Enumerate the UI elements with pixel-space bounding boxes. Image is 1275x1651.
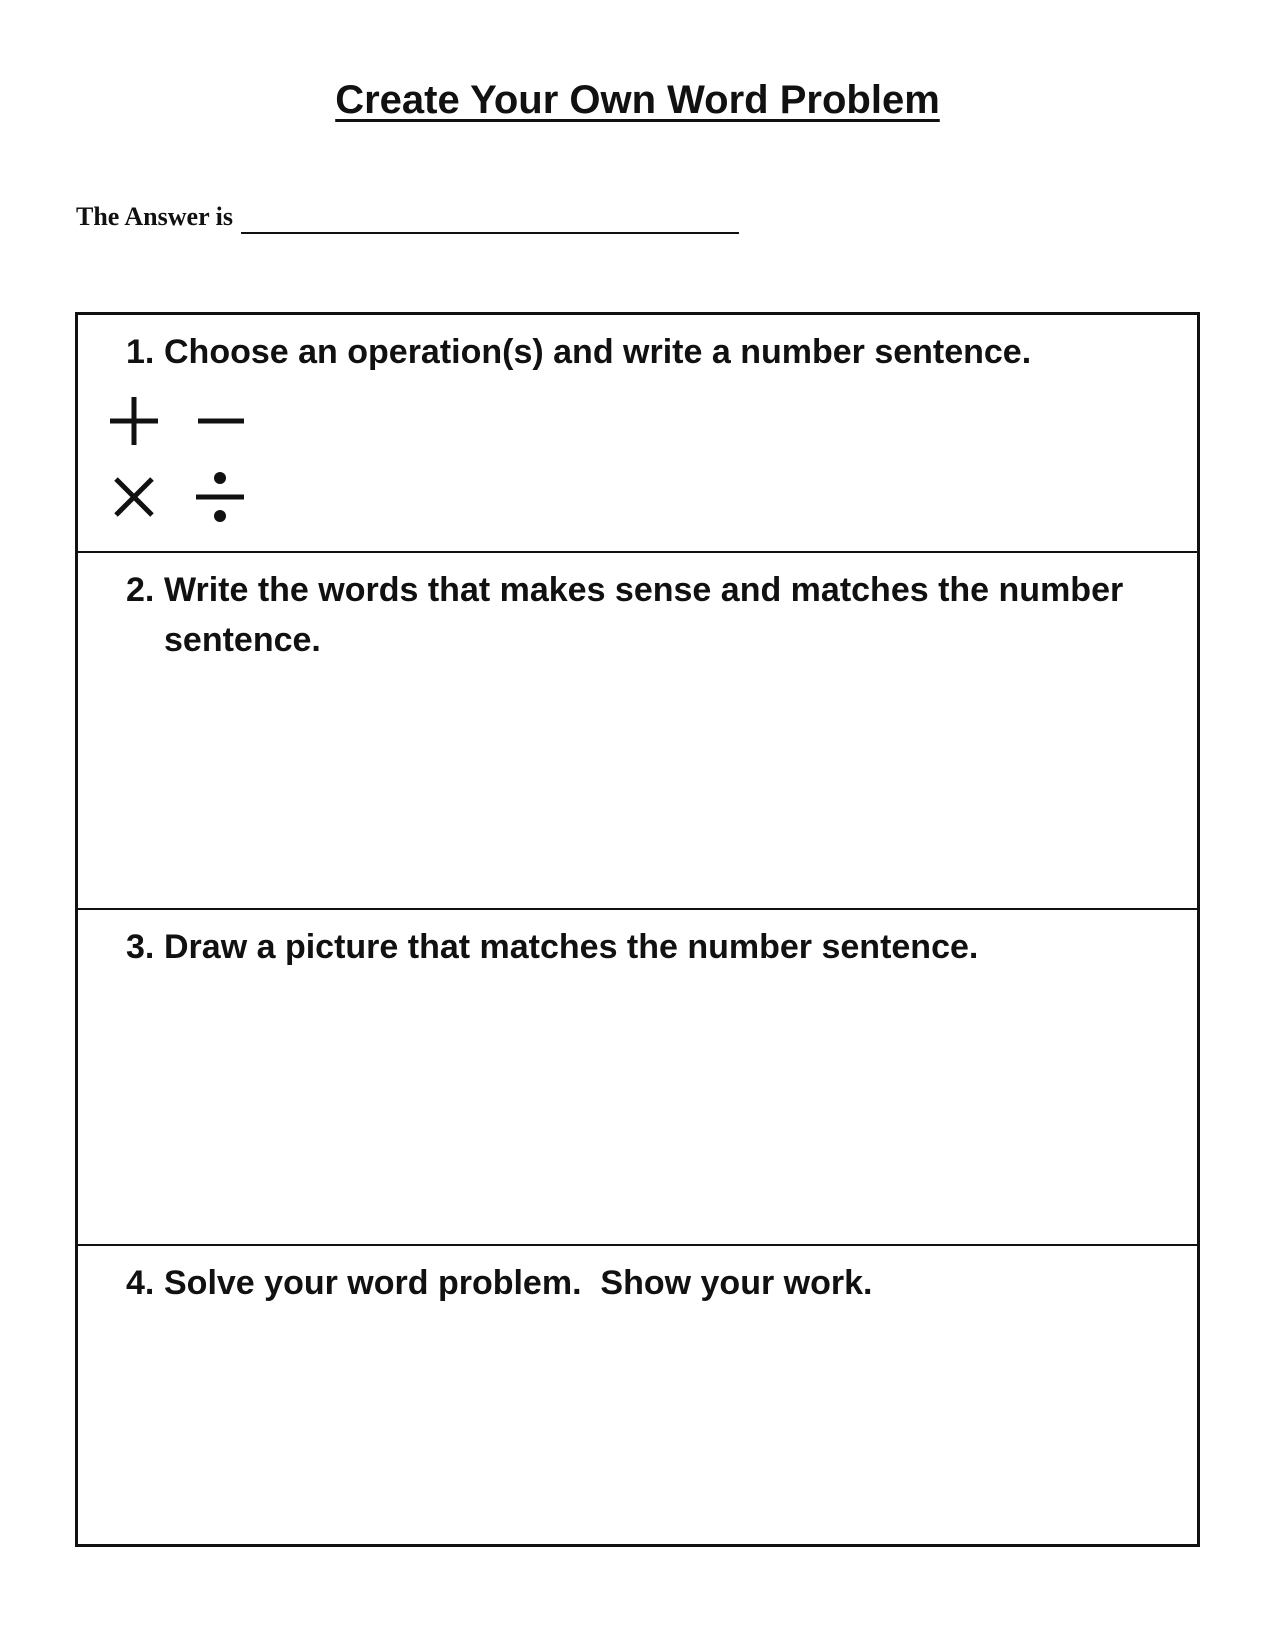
operation-symbols xyxy=(106,389,256,543)
step-number: 4. xyxy=(126,1264,155,1302)
step-number: 2. xyxy=(126,571,155,609)
worksheet-box xyxy=(75,312,1200,1547)
page-title-text: Create Your Own Word Problem xyxy=(335,78,940,122)
answer-line xyxy=(76,200,739,234)
step-text: Draw a picture that matches the number sentence. xyxy=(164,928,979,966)
answer-label: The Answer is xyxy=(76,202,233,231)
plus-icon xyxy=(106,393,162,449)
step-section-3 xyxy=(78,908,1197,1244)
step-2 xyxy=(126,565,1166,665)
step-text: Write the words that makes sense and matches the number sentence. xyxy=(164,571,1124,659)
step-number: 1. xyxy=(126,333,155,371)
step-3 xyxy=(126,922,1166,972)
step-4 xyxy=(126,1258,1166,1308)
step-1 xyxy=(126,327,1166,377)
answer-blank[interactable] xyxy=(241,206,739,234)
step-section-4 xyxy=(78,1244,1197,1544)
step-text: Solve your word problem. Show your work. xyxy=(164,1264,873,1302)
divide-icon xyxy=(192,467,248,527)
times-icon xyxy=(110,473,158,521)
minus-icon xyxy=(192,393,248,449)
step-text: Choose an operation(s) and write a number sentence. xyxy=(164,333,1032,371)
step-number: 3. xyxy=(126,928,155,966)
page-title xyxy=(0,72,1275,128)
step-section-2 xyxy=(78,551,1197,908)
step-section-1 xyxy=(78,315,1197,551)
